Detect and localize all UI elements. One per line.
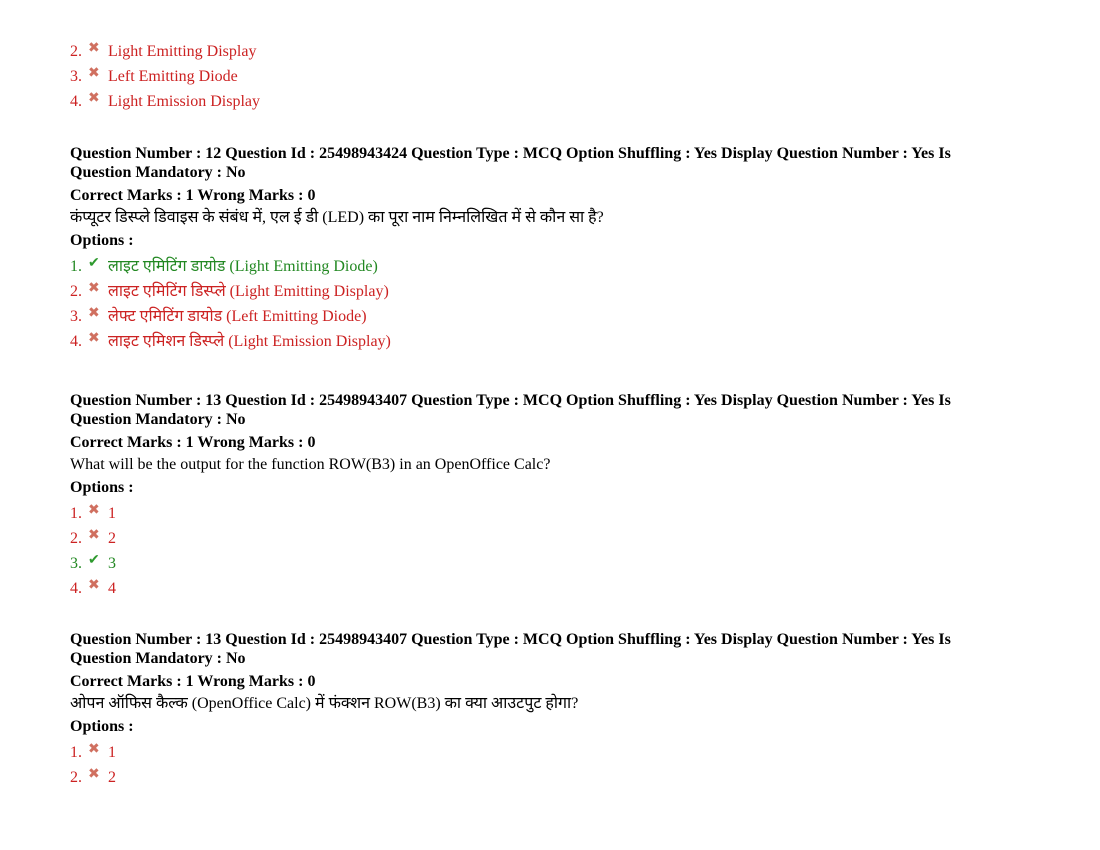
option-text: 1 [108, 744, 116, 761]
cross-icon: ✖ [88, 528, 100, 543]
option-item [70, 329, 1010, 354]
option-number: 3. [70, 308, 82, 325]
question-text: कंप्यूटर डिस्प्ले डिवाइस के संबंध में, एल ई डी (LED) का पूरा नाम निम्नलिखित में से कौन सा है? [70, 209, 604, 226]
option-text: Light Emission Display [108, 93, 260, 110]
option-text: 2 [108, 769, 116, 786]
question-meta: Question Number : 12 Question Id : 25498943424 Question Type : MCQ Option Shuffling : Yes Display Question Number : Yes Is Question Mandatory : No [70, 145, 951, 181]
option-item [70, 64, 1010, 89]
option-text: Light Emitting Display [108, 43, 257, 60]
cross-icon: ✖ [88, 306, 100, 321]
option-text: 1 [108, 505, 116, 522]
option-item [70, 304, 1010, 329]
option-item [70, 765, 1010, 790]
option-number: 1. [70, 744, 82, 761]
option-number: 2. [70, 769, 82, 786]
question-text: What will be the output for the function ROW(B3) in an OpenOffice Calc? [70, 456, 551, 473]
cross-icon: ✖ [88, 578, 100, 593]
prev-question-options [70, 39, 1010, 114]
option-item [70, 254, 1010, 279]
option-item [70, 39, 1010, 64]
question-meta: Question Number : 13 Question Id : 25498943407 Question Type : MCQ Option Shuffling : Yes Display Question Number : Yes Is Question Mandatory : No [70, 392, 951, 428]
option-text: लाइट एमिशन डिस्प्ले (Light Emission Display) [108, 333, 391, 350]
options-list [70, 254, 1010, 354]
options-label: Options : [70, 718, 134, 735]
cross-icon: ✖ [88, 767, 100, 782]
option-number: 2. [70, 283, 82, 300]
check-icon: ✔ [88, 553, 100, 568]
option-number: 4. [70, 580, 82, 597]
cross-icon: ✖ [88, 503, 100, 518]
question-block [70, 391, 1010, 601]
option-item [70, 551, 1010, 576]
option-text: 3 [108, 555, 116, 572]
option-text: Left Emitting Diode [108, 68, 238, 85]
marks-info: Correct Marks : 1 Wrong Marks : 0 [70, 673, 316, 690]
question-meta: Question Number : 13 Question Id : 25498943407 Question Type : MCQ Option Shuffling : Yes Display Question Number : Yes Is Question Mandatory : No [70, 631, 951, 667]
cross-icon: ✖ [88, 91, 100, 106]
option-item [70, 576, 1010, 601]
options-list [70, 740, 1010, 790]
marks-info: Correct Marks : 1 Wrong Marks : 0 [70, 187, 316, 204]
question-block [70, 630, 1010, 790]
options-label: Options : [70, 479, 134, 496]
question-text: ओपन ऑफिस कैल्क (OpenOffice Calc) में फंक्शन ROW(B3) का क्या आउटपुट होगा? [70, 695, 579, 712]
options-list [70, 501, 1010, 601]
option-number: 1. [70, 505, 82, 522]
option-number: 2. [70, 43, 82, 60]
check-icon: ✔ [88, 256, 100, 271]
option-number: 3. [70, 68, 82, 85]
options-label: Options : [70, 232, 134, 249]
option-text: लाइट एमिटिंग डिस्प्ले (Light Emitting Display) [108, 283, 389, 300]
option-text: लेफ्ट एमिटिंग डायोड (Left Emitting Diode) [108, 308, 367, 325]
option-text: 4 [108, 580, 116, 597]
option-item [70, 501, 1010, 526]
cross-icon: ✖ [88, 281, 100, 296]
cross-icon: ✖ [88, 742, 100, 757]
option-number: 2. [70, 530, 82, 547]
option-item [70, 89, 1010, 114]
cross-icon: ✖ [88, 331, 100, 346]
option-item [70, 526, 1010, 551]
option-item [70, 279, 1010, 304]
option-number: 4. [70, 333, 82, 350]
marks-info: Correct Marks : 1 Wrong Marks : 0 [70, 434, 316, 451]
option-number: 4. [70, 93, 82, 110]
cross-icon: ✖ [88, 41, 100, 56]
option-text: 2 [108, 530, 116, 547]
option-item [70, 740, 1010, 765]
question-block [70, 144, 1010, 354]
option-text: लाइट एमिटिंग डायोड (Light Emitting Diode) [108, 258, 378, 275]
option-number: 1. [70, 258, 82, 275]
option-number: 3. [70, 555, 82, 572]
cross-icon: ✖ [88, 66, 100, 81]
